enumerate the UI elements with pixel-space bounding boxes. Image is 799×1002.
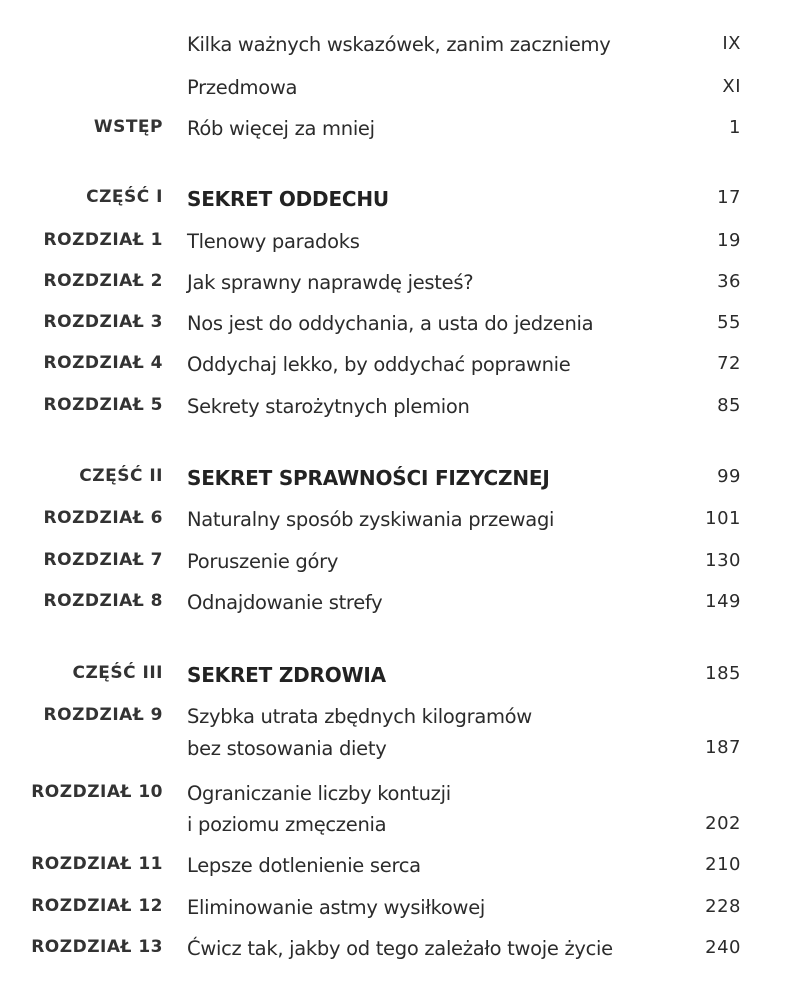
chapter-label: ROZDZIAŁ 2	[43, 271, 163, 291]
chapter-label: ROZDZIAŁ 6	[43, 508, 163, 528]
chapter-label: ROZDZIAŁ 5	[43, 395, 163, 415]
chapter-label: ROZDZIAŁ 13	[31, 937, 163, 957]
part-label: CZĘŚĆ I	[86, 187, 163, 207]
toc-entry-notes	[0, 33, 799, 63]
entry-page: 149	[705, 591, 741, 612]
entry-title: Kilka ważnych wskazówek, zanim zaczniemy	[187, 33, 611, 56]
part-title: SEKRET ZDROWIA	[187, 663, 386, 687]
toc-part-1	[0, 187, 799, 217]
toc-chapter-4	[0, 353, 799, 383]
entry-page: 185	[705, 663, 741, 684]
entry-title: Przedmowa	[187, 76, 298, 99]
toc-chapter-13	[0, 937, 799, 967]
entry-page: 85	[717, 395, 741, 416]
toc-chapter-7	[0, 550, 799, 580]
part-label: CZĘŚĆ II	[79, 466, 163, 486]
toc-chapter-11	[0, 854, 799, 884]
chapter-label: ROZDZIAŁ 12	[31, 896, 163, 916]
part-title: SEKRET SPRAWNOŚCI FIZYCZNEJ	[187, 466, 550, 490]
chapter-title: Ograniczanie liczby kontuzji	[187, 782, 451, 805]
entry-page: 1	[729, 117, 741, 138]
chapter-title: Odnajdowanie strefy	[187, 591, 383, 614]
entry-page: IX	[722, 33, 741, 54]
chapter-title: Nos jest do oddychania, a usta do jedzenia	[187, 312, 594, 335]
entry-page: 72	[717, 353, 741, 374]
toc-chapter-12	[0, 896, 799, 926]
toc-part-3	[0, 663, 799, 693]
chapter-label: ROZDZIAŁ 9	[43, 705, 163, 725]
entry-page: 228	[705, 896, 741, 917]
chapter-title: Poruszenie góry	[187, 550, 339, 573]
chapter-title: Lepsze dotlenienie serca	[187, 854, 421, 877]
chapter-title: bez stosowania diety	[187, 737, 387, 760]
entry-page: 240	[705, 937, 741, 958]
toc-chapter-10-continued	[0, 813, 799, 843]
part-label: CZĘŚĆ III	[72, 663, 163, 683]
entry-page: 210	[705, 854, 741, 875]
chapter-title: Naturalny sposób zyskiwania przewagi	[187, 508, 555, 531]
entry-page: XI	[722, 76, 741, 97]
chapter-title: Ćwicz tak, jakby od tego zależało twoje życie	[187, 937, 613, 960]
toc-chapter-8	[0, 591, 799, 621]
toc-chapter-9-continued	[0, 737, 799, 767]
entry-page: 36	[717, 271, 741, 292]
chapter-label: ROZDZIAŁ 3	[43, 312, 163, 332]
entry-page: 187	[705, 737, 741, 758]
toc-chapter-10	[0, 782, 799, 812]
chapter-title: Oddychaj lekko, by oddychać poprawnie	[187, 353, 571, 376]
chapter-title: Eliminowanie astmy wysiłkowej	[187, 896, 486, 919]
part-title: SEKRET ODDECHU	[187, 187, 389, 211]
entry-page: 55	[717, 312, 741, 333]
chapter-label: ROZDZIAŁ 7	[43, 550, 163, 570]
chapter-title: Jak sprawny naprawdę jesteś?	[187, 271, 474, 294]
entry-title: Rób więcej za mniej	[187, 117, 375, 140]
chapter-label: ROZDZIAŁ 1	[43, 230, 163, 250]
toc-chapter-3	[0, 312, 799, 342]
chapter-title: Sekrety starożytnych plemion	[187, 395, 470, 418]
entry-page: 130	[705, 550, 741, 571]
chapter-label: ROZDZIAŁ 11	[31, 854, 163, 874]
chapter-title: Szybka utrata zbędnych kilogramów	[187, 705, 532, 728]
entry-page: 19	[717, 230, 741, 251]
entry-page: 99	[717, 466, 741, 487]
toc-entry-preface	[0, 76, 799, 106]
entry-page: 17	[717, 187, 741, 208]
toc-chapter-9	[0, 705, 799, 735]
toc-chapter-6	[0, 508, 799, 538]
entry-page: 202	[705, 813, 741, 834]
chapter-label: ROZDZIAŁ 8	[43, 591, 163, 611]
chapter-title: Tlenowy paradoks	[187, 230, 360, 253]
entry-page: 101	[705, 508, 741, 529]
toc-entry-introduction	[0, 117, 799, 147]
entry-label: WSTĘP	[93, 117, 163, 137]
toc-chapter-5	[0, 395, 799, 425]
toc-chapter-2	[0, 271, 799, 301]
chapter-label: ROZDZIAŁ 4	[43, 353, 163, 373]
toc-part-2	[0, 466, 799, 496]
toc-chapter-1	[0, 230, 799, 260]
chapter-label: ROZDZIAŁ 10	[31, 782, 163, 802]
chapter-title: i poziomu zmęczenia	[187, 813, 387, 836]
